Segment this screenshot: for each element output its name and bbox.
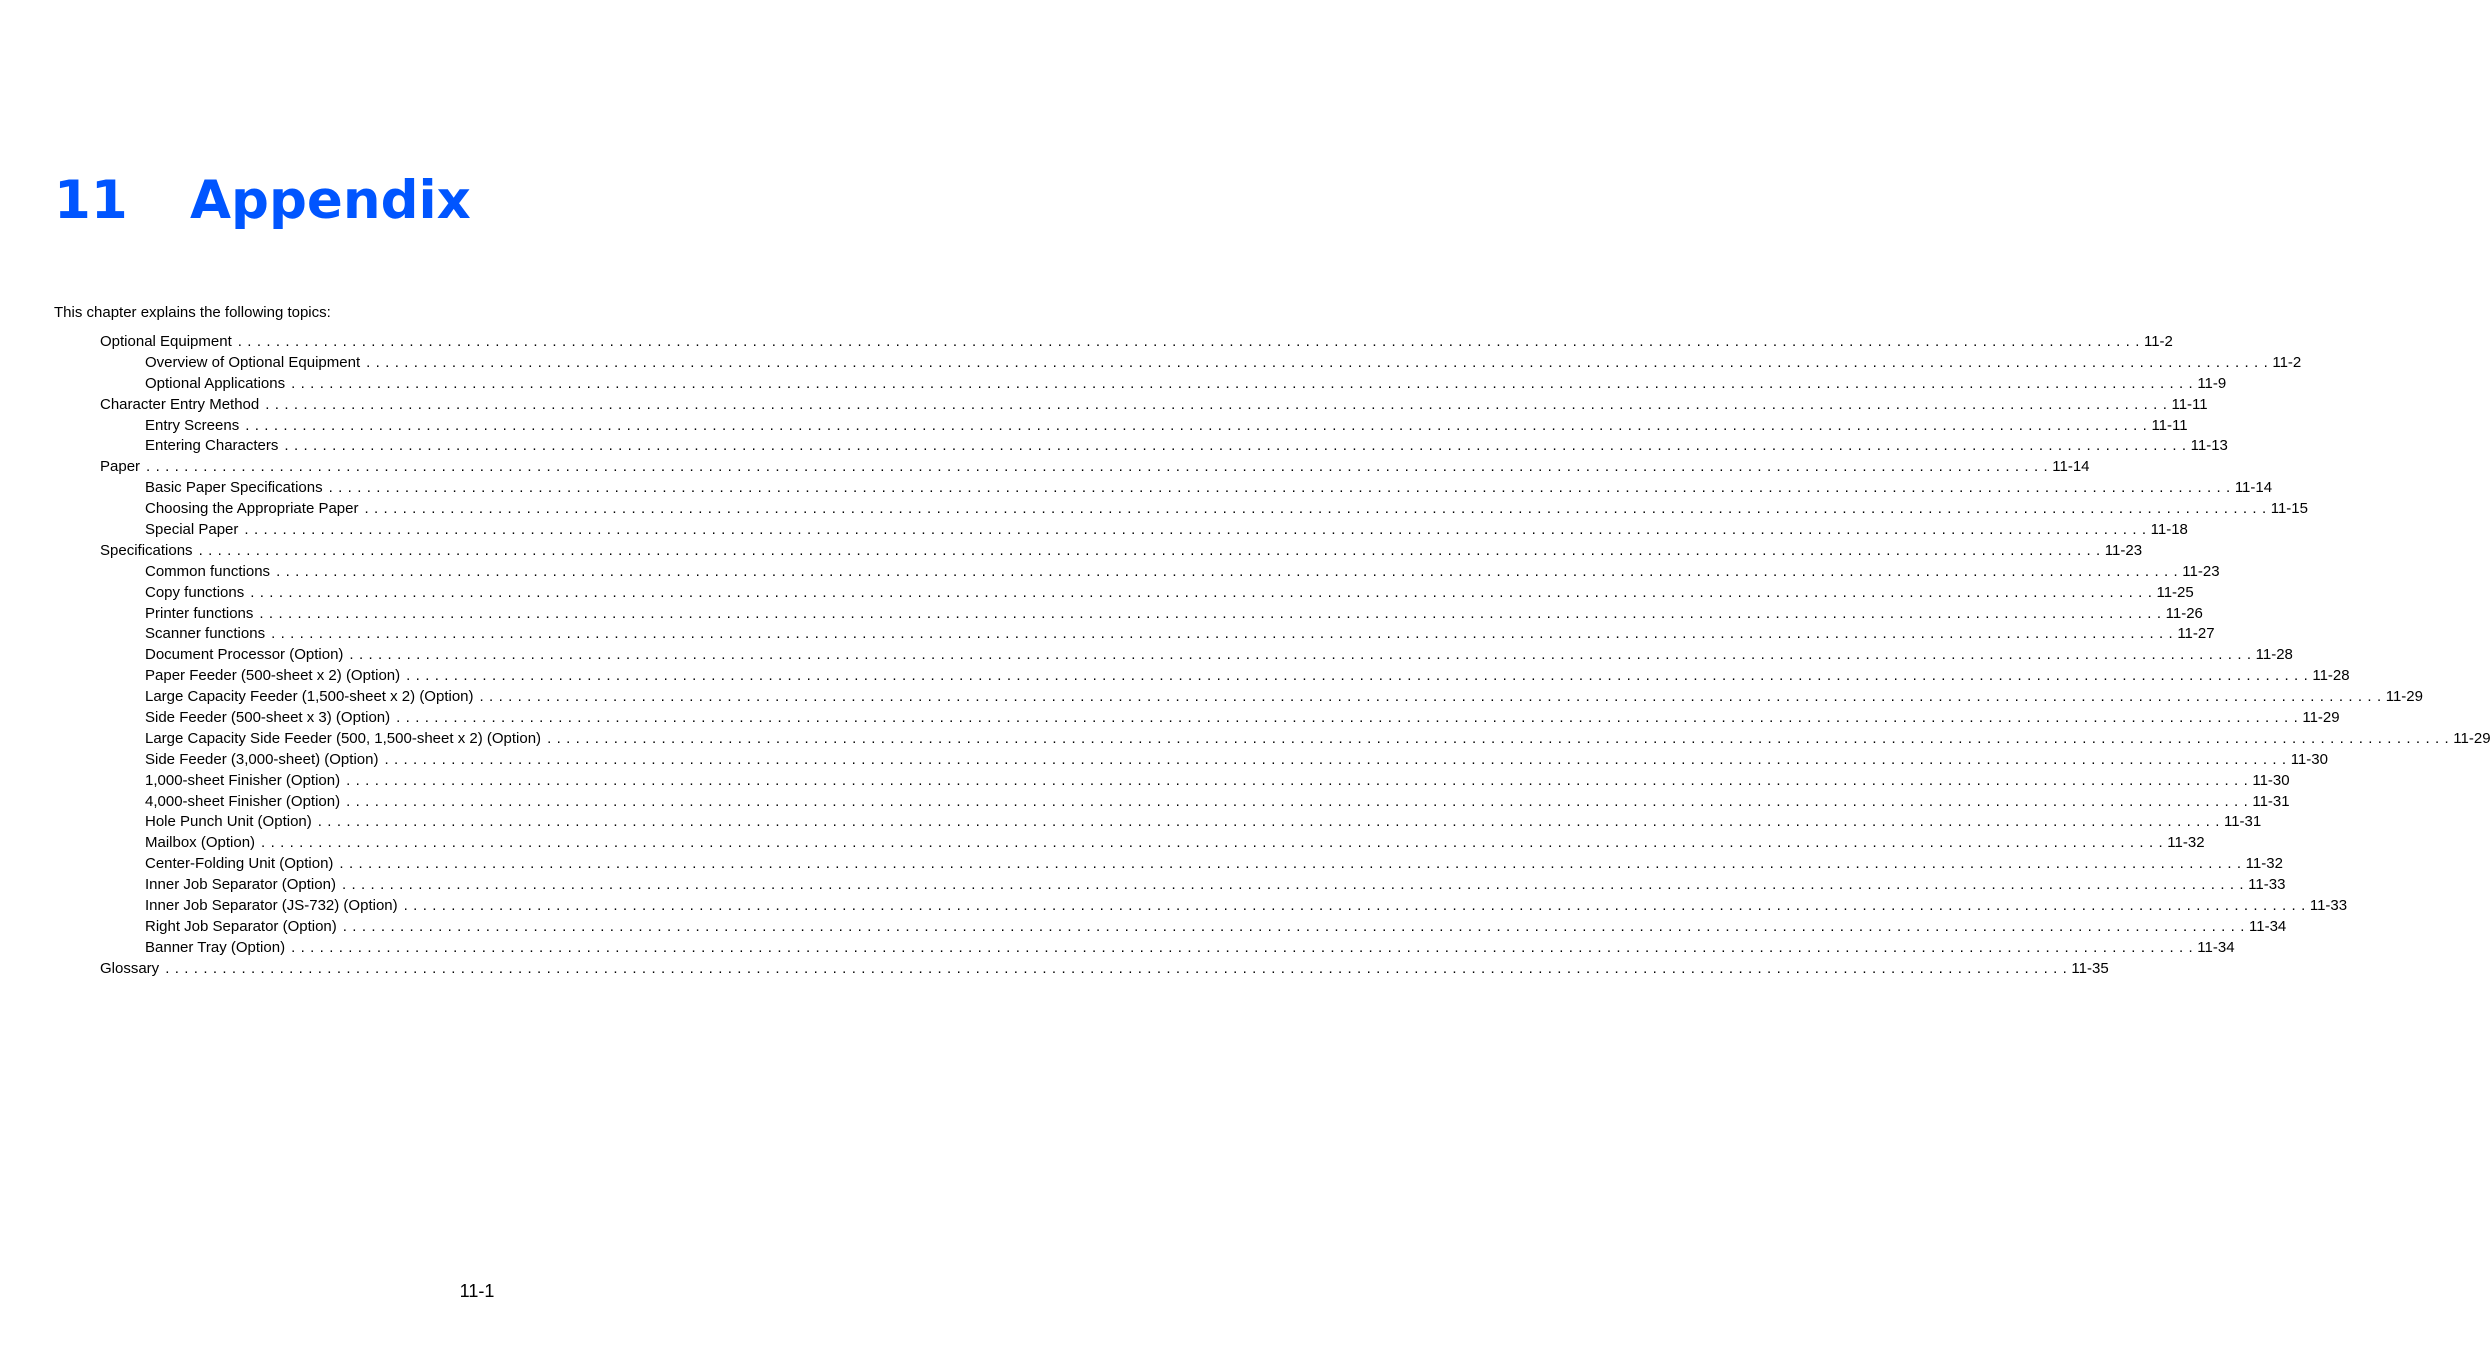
toc-entry[interactable] [0, 582, 2194, 603]
toc-entry[interactable] [0, 498, 2308, 519]
toc-entry-page: 11-11 [2171, 395, 2208, 413]
toc-leader-dots: . . . . . . . . . . . . . . . . . . . . . . . . . . . . . . . . . . . . . . . . . . . . . . . . . . . . . . . . . . . . . . . . . . . . . . . . . . . . . . . . . . . . . . . . . . . . . . . . . . . . . . . . . . . . . . . . . . . . . . . . . . . . . . . . . . . . . . . . . . . . . . . . . . . . . . . . . . . . . . . . . . . . . . . . . . . . . . . . . . . . . . . . . . . . . . . . . . . . . . . . [406, 667, 2309, 685]
toc-entry-page: 11-33 [2309, 897, 2348, 915]
toc-entry-title: Paper Feeder (500-sheet x 2) (Option) [145, 667, 401, 685]
toc-entry[interactable] [0, 707, 2340, 728]
toc-entry[interactable] [0, 686, 2423, 707]
toc-leader-dots: . . . . . . . . . . . . . . . . . . . . . . . . . . . . . . . . . . . . . . . . . . . . . . . . . . . . . . . . . . . . . . . . . . . . . . . . . . . . . . . . . . . . . . . . . . . . . . . . . . . . . . . . . . . . . . . . . . . . . . . . . . . . . . . . . . . . . . . . . . . . . . . . . . . . . . . . . . . . . . . . . . . . . . . . . . . . . . . . . . . . . . . . . . . . . . . . . . . . . . . . [165, 959, 2068, 977]
toc-leader-dots: . . . . . . . . . . . . . . . . . . . . . . . . . . . . . . . . . . . . . . . . . . . . . . . . . . . . . . . . . . . . . . . . . . . . . . . . . . . . . . . . . . . . . . . . . . . . . . . . . . . . . . . . . . . . . . . . . . . . . . . . . . . . . . . . . . . . . . . . . . . . . . . . . . . . . . . . . . . . . . . . . . . . . . . . . . . . . . . . . . . . . . . . . . . . . . . . . . . . . . . . [198, 541, 2101, 559]
toc-entry-page: 11-27 [2177, 625, 2215, 643]
toc-entry[interactable] [0, 561, 2220, 582]
toc-entry[interactable] [0, 435, 2228, 456]
toc-leader-dots: . . . . . . . . . . . . . . . . . . . . . . . . . . . . . . . . . . . . . . . . . . . . . . . . . . . . . . . . . . . . . . . . . . . . . . . . . . . . . . . . . . . . . . . . . . . . . . . . . . . . . . . . . . . . . . . . . . . . . . . . . . . . . . . . . . . . . . . . . . . . . . . . . . . . . . . . . . . . . . . . . . . . . . . . . . . . . . . . . . . . . . . . . . . . . . . . . . . . . . . . [245, 416, 2148, 434]
toc-entry-title: Entry Screens [145, 416, 240, 434]
toc-entry[interactable] [0, 373, 2227, 394]
toc-entry-title: Scanner functions [145, 625, 266, 643]
toc-leader-dots: . . . . . . . . . . . . . . . . . . . . . . . . . . . . . . . . . . . . . . . . . . . . . . . . . . . . . . . . . . . . . . . . . . . . . . . . . . . . . . . . . . . . . . . . . . . . . . . . . . . . . . . . . . . . . . . . . . . . . . . . . . . . . . . . . . . . . . . . . . . . . . . . . . . . . . . . . . . . . . . . . . . . . . . . . . . . . . . . . . . . . . . . . . . . . . . . . . . . . . . . [291, 374, 2194, 392]
toc-leader-dots: . . . . . . . . . . . . . . . . . . . . . . . . . . . . . . . . . . . . . . . . . . . . . . . . . . . . . . . . . . . . . . . . . . . . . . . . . . . . . . . . . . . . . . . . . . . . . . . . . . . . . . . . . . . . . . . . . . . . . . . . . . . . . . . . . . . . . . . . . . . . . . . . . . . . . . . . . . . . . . . . . . . . . . . . . . . . . . . . . . . . . . . . . . . . . . . . . . . . . . . . [384, 750, 2287, 768]
toc-entry-title: Paper [100, 458, 141, 476]
toc-entry-page: 11-31 [2252, 792, 2290, 810]
toc-entry-title: Optional Equipment [100, 333, 232, 350]
toc-entry[interactable] [0, 916, 2287, 937]
toc-entry-title: Overview of Optional Equipment [145, 353, 361, 371]
toc-entry-page: 11-13 [2190, 437, 2228, 455]
toc-entry-title: Mailbox (Option) [145, 834, 256, 852]
toc-entry-page: 11-30 [2290, 750, 2328, 768]
toc-entry[interactable] [0, 456, 2090, 477]
toc-entry-title: Side Feeder (500-sheet x 3) (Option) [145, 709, 391, 727]
toc-entry-page: 11-14 [2052, 458, 2090, 476]
toc-entry-page: 11-2 [2272, 353, 2302, 371]
toc-entry-title: Glossary [100, 959, 160, 977]
table-of-contents [0, 331, 2491, 979]
toc-leader-dots: . . . . . . . . . . . . . . . . . . . . . . . . . . . . . . . . . . . . . . . . . . . . . . . . . . . . . . . . . . . . . . . . . . . . . . . . . . . . . . . . . . . . . . . . . . . . . . . . . . . . . . . . . . . . . . . . . . . . . . . . . . . . . . . . . . . . . . . . . . . . . . . . . . . . . . . . . . . . . . . . . . . . . . . . . . . . . . . . . . . . . . . . . . . . . . . . . . . . . . . . [341, 876, 2245, 894]
toc-entry[interactable] [0, 874, 2286, 895]
toc-leader-dots: . . . . . . . . . . . . . . . . . . . . . . . . . . . . . . . . . . . . . . . . . . . . . . . . . . . . . . . . . . . . . . . . . . . . . . . . . . . . . . . . . . . . . . . . . . . . . . . . . . . . . . . . . . . . . . . . . . . . . . . . . . . . . . . . . . . . . . . . . . . . . . . . . . . . . . . . . . . . . . . . . . . . . . . . . . . . . . . . . . . . . . . . . . . . . . . . . . . . . . . . [349, 646, 2252, 664]
toc-leader-dots: . . . . . . . . . . . . . . . . . . . . . . . . . . . . . . . . . . . . . . . . . . . . . . . . . . . . . . . . . . . . . . . . . . . . . . . . . . . . . . . . . . . . . . . . . . . . . . . . . . . . . . . . . . . . . . . . . . . . . . . . . . . . . . . . . . . . . . . . . . . . . . . . . . . . . . . . . . . . . . . . . . . . . . . . . . . . . . . . . . . . . . . . . . . . . . . . . . . . . . . . [284, 437, 2187, 455]
toc-entry-page: 11-29 [2453, 729, 2491, 747]
chapter-heading [54, 166, 471, 236]
toc-entry[interactable] [0, 791, 2290, 812]
toc-entry[interactable] [0, 853, 2283, 874]
toc-entry[interactable] [0, 394, 2208, 415]
toc-entry[interactable] [0, 832, 2205, 853]
toc-entry-page: 11-2 [2143, 333, 2173, 350]
toc-leader-dots: . . . . . . . . . . . . . . . . . . . . . . . . . . . . . . . . . . . . . . . . . . . . . . . . . . . . . . . . . . . . . . . . . . . . . . . . . . . . . . . . . . . . . . . . . . . . . . . . . . . . . . . . . . . . . . . . . . . . . . . . . . . . . . . . . . . . . . . . . . . . . . . . . . . . . . . . . . . . . . . . . . . . . . . . . . . . . . . . . . . . . . . . . . . . . . . . . . . . . . . . [250, 583, 2153, 601]
toc-leader-dots: . . . . . . . . . . . . . . . . . . . . . . . . . . . . . . . . . . . . . . . . . . . . . . . . . . . . . . . . . . . . . . . . . . . . . . . . . . . . . . . . . . . . . . . . . . . . . . . . . . . . . . . . . . . . . . . . . . . . . . . . . . . . . . . . . . . . . . . . . . . . . . . . . . . . . . . . . . . . . . . . . . . . . . . . . . . . . . . . . . . . . . . . . . . . . . . . . . . . . . . . [146, 458, 2049, 476]
toc-entry[interactable] [0, 811, 2262, 832]
toc-entry-title: Choosing the Appropriate Paper [145, 500, 359, 518]
toc-entry[interactable] [0, 477, 2273, 498]
toc-entry-title: Right Job Separator (Option) [145, 917, 337, 935]
toc-leader-dots: . . . . . . . . . . . . . . . . . . . . . . . . . . . . . . . . . . . . . . . . . . . . . . . . . . . . . . . . . . . . . . . . . . . . . . . . . . . . . . . . . . . . . . . . . . . . . . . . . . . . . . . . . . . . . . . . . . . . . . . . . . . . . . . . . . . . . . . . . . . . . . . . . . . . . . . . . . . . . . . . . . . . . . . . . . . . . . . . . . . . . . . . . . . . . . . . . . . . . . . . [317, 813, 2220, 831]
toc-entry-page: 11-25 [2156, 583, 2194, 601]
toc-entry-title: Specifications [100, 541, 193, 559]
toc-entry-page: 11-34 [2249, 917, 2287, 935]
toc-entry-title: Inner Job Separator (Option) [145, 876, 336, 894]
chapter-title: Appendix [190, 170, 471, 231]
toc-leader-dots: . . . . . . . . . . . . . . . . . . . . . . . . . . . . . . . . . . . . . . . . . . . . . . . . . . . . . . . . . . . . . . . . . . . . . . . . . . . . . . . . . . . . . . . . . . . . . . . . . . . . . . . . . . . . . . . . . . . . . . . . . . . . . . . . . . . . . . . . . . . . . . . . . . . . . . . . . . . . . . . . . . . . . . . . . . . . . . . . . . . . . . . . . . . . . . . . . . . . . . . . [276, 562, 2179, 580]
toc-entry-title: Large Capacity Feeder (1,500-sheet x 2) (Option) [145, 688, 474, 706]
toc-leader-dots: . . . . . . . . . . . . . . . . . . . . . . . . . . . . . . . . . . . . . . . . . . . . . . . . . . . . . . . . . . . . . . . . . . . . . . . . . . . . . . . . . . . . . . . . . . . . . . . . . . . . . . . . . . . . . . . . . . . . . . . . . . . . . . . . . . . . . . . . . . . . . . . . . . . . . . . . . . . . . . . . . . . . . . . . . . . . . . . . . . . . . . . . . . . . . . . . . . . . . . . . [346, 771, 2249, 789]
toc-leader-dots: . . . . . . . . . . . . . . . . . . . . . . . . . . . . . . . . . . . . . . . . . . . . . . . . . . . . . . . . . . . . . . . . . . . . . . . . . . . . . . . . . . . . . . . . . . . . . . . . . . . . . . . . . . . . . . . . . . . . . . . . . . . . . . . . . . . . . . . . . . . . . . . . . . . . . . . . . . . . . . . . . . . . . . . . . . . . . . . . . . . . . . . . . . . . . . . . . . . . . . . . [261, 834, 2164, 852]
toc-leader-dots: . . . . . . . . . . . . . . . . . . . . . . . . . . . . . . . . . . . . . . . . . . . . . . . . . . . . . . . . . . . . . . . . . . . . . . . . . . . . . . . . . . . . . . . . . . . . . . . . . . . . . . . . . . . . . . . . . . . . . . . . . . . . . . . . . . . . . . . . . . . . . . . . . . . . . . . . . . . . . . . . . . . . . . . . . . . . . . . . . . . . . . . . . . . . . . . . . . . . . . . . [547, 729, 2450, 747]
toc-entry[interactable] [0, 415, 2188, 436]
chapter-number: 11 [54, 170, 128, 231]
toc-entry-page: 11-18 [2150, 521, 2188, 539]
toc-entry[interactable] [0, 728, 2491, 749]
toc-entry-page: 11-28 [2255, 646, 2293, 664]
toc-entry-title: Inner Job Separator (JS-732) (Option) [145, 897, 398, 915]
toc-leader-dots: . . . . . . . . . . . . . . . . . . . . . . . . . . . . . . . . . . . . . . . . . . . . . . . . . . . . . . . . . . . . . . . . . . . . . . . . . . . . . . . . . . . . . . . . . . . . . . . . . . . . . . . . . . . . . . . . . . . . . . . . . . . . . . . . . . . . . . . . . . . . . . . . . . . . . . . . . . . . . . . . . . . . . . . . . . . . . . . . . . . . . . . . . . . . . . . . . . . . . . . . [339, 855, 2242, 873]
toc-entry-page: 11-23 [2104, 541, 2143, 559]
toc-entry[interactable] [0, 352, 2302, 373]
toc-leader-dots: . . . . . . . . . . . . . . . . . . . . . . . . . . . . . . . . . . . . . . . . . . . . . . . . . . . . . . . . . . . . . . . . . . . . . . . . . . . . . . . . . . . . . . . . . . . . . . . . . . . . . . . . . . . . . . . . . . . . . . . . . . . . . . . . . . . . . . . . . . . . . . . . . . . . . . . . . . . . . . . . . . . . . . . . . . . . . . . . . . . . . . . . . . . . . . . . . . . . . . . . [479, 688, 2382, 706]
toc-entry-title: Copy functions [145, 583, 245, 601]
toc-entry-page: 11-14 [2234, 479, 2273, 497]
toc-entry[interactable] [0, 519, 2188, 540]
toc-entry-page: 11-28 [2312, 667, 2350, 685]
toc-entry[interactable] [0, 603, 2203, 624]
toc-leader-dots: . . . . . . . . . . . . . . . . . . . . . . . . . . . . . . . . . . . . . . . . . . . . . . . . . . . . . . . . . . . . . . . . . . . . . . . . . . . . . . . . . . . . . . . . . . . . . . . . . . . . . . . . . . . . . . . . . . . . . . . . . . . . . . . . . . . . . . . . . . . . . . . . . . . . . . . . . . . . . . . . . . . . . . . . . . . . . . . . . . . . . . . . . . . . . . . . . . . . . . . . [364, 500, 2267, 518]
toc-leader-dots: . . . . . . . . . . . . . . . . . . . . . . . . . . . . . . . . . . . . . . . . . . . . . . . . . . . . . . . . . . . . . . . . . . . . . . . . . . . . . . . . . . . . . . . . . . . . . . . . . . . . . . . . . . . . . . . . . . . . . . . . . . . . . . . . . . . . . . . . . . . . . . . . . . . . . . . . . . . . . . . . . . . . . . . . . . . . . . . . . . . . . . . . . . . . . . . . . . . . . . . . [244, 521, 2147, 539]
toc-leader-dots: . . . . . . . . . . . . . . . . . . . . . . . . . . . . . . . . . . . . . . . . . . . . . . . . . . . . . . . . . . . . . . . . . . . . . . . . . . . . . . . . . . . . . . . . . . . . . . . . . . . . . . . . . . . . . . . . . . . . . . . . . . . . . . . . . . . . . . . . . . . . . . . . . . . . . . . . . . . . . . . . . . . . . . . . . . . . . . . . . . . . . . . . . . . . . . . . . . . . . . . . [237, 333, 2140, 350]
toc-entry[interactable] [0, 958, 2109, 979]
toc-entry-title: Document Processor (Option) [145, 646, 344, 664]
toc-leader-dots: . . . . . . . . . . . . . . . . . . . . . . . . . . . . . . . . . . . . . . . . . . . . . . . . . . . . . . . . . . . . . . . . . . . . . . . . . . . . . . . . . . . . . . . . . . . . . . . . . . . . . . . . . . . . . . . . . . . . . . . . . . . . . . . . . . . . . . . . . . . . . . . . . . . . . . . . . . . . . . . . . . . . . . . . . . . . . . . . . . . . . . . . . . . . . . . . . . . . . . . . [366, 353, 2269, 371]
toc-entry[interactable] [0, 895, 2348, 916]
toc-entry-title: Large Capacity Side Feeder (500, 1,500-sheet x 2) (Option) [145, 729, 542, 747]
toc-entry-page: 11-23 [2182, 562, 2220, 580]
toc-entry-page: 11-34 [2197, 938, 2235, 956]
toc-entry-page: 11-9 [2197, 374, 2227, 392]
toc-entry[interactable] [0, 540, 2143, 561]
toc-entry-title: 1,000-sheet Finisher (Option) [145, 771, 341, 789]
toc-entry-page: 11-35 [2071, 959, 2109, 977]
toc-entry-page: 11-15 [2270, 500, 2308, 518]
toc-entry-page: 11-11 [2151, 416, 2188, 434]
toc-entry-title: Character Entry Method [100, 395, 260, 413]
toc-leader-dots: . . . . . . . . . . . . . . . . . . . . . . . . . . . . . . . . . . . . . . . . . . . . . . . . . . . . . . . . . . . . . . . . . . . . . . . . . . . . . . . . . . . . . . . . . . . . . . . . . . . . . . . . . . . . . . . . . . . . . . . . . . . . . . . . . . . . . . . . . . . . . . . . . . . . . . . . . . . . . . . . . . . . . . . . . . . . . . . . . . . . . . . . . . . . . . . . . . . . . . . . [259, 604, 2162, 622]
intro-text: This chapter explains the following topics: [54, 304, 331, 321]
toc-entry[interactable] [0, 623, 2215, 644]
toc-entry-page: 11-30 [2252, 771, 2290, 789]
toc-leader-dots: . . . . . . . . . . . . . . . . . . . . . . . . . . . . . . . . . . . . . . . . . . . . . . . . . . . . . . . . . . . . . . . . . . . . . . . . . . . . . . . . . . . . . . . . . . . . . . . . . . . . . . . . . . . . . . . . . . . . . . . . . . . . . . . . . . . . . . . . . . . . . . . . . . . . . . . . . . . . . . . . . . . . . . . . . . . . . . . . . . . . . . . . . . . . . . . . . . . . . . . . [396, 709, 2299, 727]
toc-leader-dots: . . . . . . . . . . . . . . . . . . . . . . . . . . . . . . . . . . . . . . . . . . . . . . . . . . . . . . . . . . . . . . . . . . . . . . . . . . . . . . . . . . . . . . . . . . . . . . . . . . . . . . . . . . . . . . . . . . . . . . . . . . . . . . . . . . . . . . . . . . . . . . . . . . . . . . . . . . . . . . . . . . . . . . . . . . . . . . . . . . . . . . . . . . . . . . . . . . . . . . . . [403, 897, 2306, 915]
toc-leader-dots: . . . . . . . . . . . . . . . . . . . . . . . . . . . . . . . . . . . . . . . . . . . . . . . . . . . . . . . . . . . . . . . . . . . . . . . . . . . . . . . . . . . . . . . . . . . . . . . . . . . . . . . . . . . . . . . . . . . . . . . . . . . . . . . . . . . . . . . . . . . . . . . . . . . . . . . . . . . . . . . . . . . . . . . . . . . . . . . . . . . . . . . . . . . . . . . . . . . . . . . . [346, 792, 2249, 810]
toc-entry-page: 11-32 [2167, 834, 2205, 852]
page-number: 11-1 [459, 1281, 495, 1301]
toc-leader-dots: . . . . . . . . . . . . . . . . . . . . . . . . . . . . . . . . . . . . . . . . . . . . . . . . . . . . . . . . . . . . . . . . . . . . . . . . . . . . . . . . . . . . . . . . . . . . . . . . . . . . . . . . . . . . . . . . . . . . . . . . . . . . . . . . . . . . . . . . . . . . . . . . . . . . . . . . . . . . . . . . . . . . . . . . . . . . . . . . . . . . . . . . . . . . . . . . . . . . . . . . [265, 395, 2168, 413]
toc-entry-title: Entering Characters [145, 437, 279, 455]
toc-entry[interactable] [0, 644, 2293, 665]
toc-entry[interactable] [0, 937, 2235, 958]
toc-entry[interactable] [0, 749, 2328, 770]
toc-entry-title: Optional Applications [145, 374, 286, 392]
toc-entry-title: Center-Folding Unit (Option) [145, 855, 334, 873]
toc-entry-title: 4,000-sheet Finisher (Option) [145, 792, 341, 810]
toc-entry-title: Banner Tray (Option) [145, 938, 286, 956]
toc-entry-page: 11-32 [2245, 855, 2283, 873]
toc-entry-page: 11-29 [2385, 688, 2423, 706]
toc-entry-page: 11-26 [2165, 604, 2203, 622]
toc-entry-title: Basic Paper Specifications [145, 479, 323, 497]
toc-entry-title: Common functions [145, 562, 271, 580]
toc-leader-dots: . . . . . . . . . . . . . . . . . . . . . . . . . . . . . . . . . . . . . . . . . . . . . . . . . . . . . . . . . . . . . . . . . . . . . . . . . . . . . . . . . . . . . . . . . . . . . . . . . . . . . . . . . . . . . . . . . . . . . . . . . . . . . . . . . . . . . . . . . . . . . . . . . . . . . . . . . . . . . . . . . . . . . . . . . . . . . . . . . . . . . . . . . . . . . . . . . . . . . . . . [342, 917, 2245, 935]
toc-leader-dots: . . . . . . . . . . . . . . . . . . . . . . . . . . . . . . . . . . . . . . . . . . . . . . . . . . . . . . . . . . . . . . . . . . . . . . . . . . . . . . . . . . . . . . . . . . . . . . . . . . . . . . . . . . . . . . . . . . . . . . . . . . . . . . . . . . . . . . . . . . . . . . . . . . . . . . . . . . . . . . . . . . . . . . . . . . . . . . . . . . . . . . . . . . . . . . . . . . . . . . . . [291, 938, 2194, 956]
toc-entry-title: Hole Punch Unit (Option) [145, 813, 312, 831]
toc-leader-dots: . . . . . . . . . . . . . . . . . . . . . . . . . . . . . . . . . . . . . . . . . . . . . . . . . . . . . . . . . . . . . . . . . . . . . . . . . . . . . . . . . . . . . . . . . . . . . . . . . . . . . . . . . . . . . . . . . . . . . . . . . . . . . . . . . . . . . . . . . . . . . . . . . . . . . . . . . . . . . . . . . . . . . . . . . . . . . . . . . . . . . . . . . . . . . . . . . . . . . . . . [328, 479, 2231, 497]
toc-entry-page: 11-33 [2248, 876, 2286, 894]
toc-entry[interactable] [0, 331, 2173, 352]
toc-entry[interactable] [0, 665, 2350, 686]
toc-entry-page: 11-31 [2223, 813, 2262, 831]
toc-entry-page: 11-29 [2302, 709, 2340, 727]
toc-leader-dots: . . . . . . . . . . . . . . . . . . . . . . . . . . . . . . . . . . . . . . . . . . . . . . . . . . . . . . . . . . . . . . . . . . . . . . . . . . . . . . . . . . . . . . . . . . . . . . . . . . . . . . . . . . . . . . . . . . . . . . . . . . . . . . . . . . . . . . . . . . . . . . . . . . . . . . . . . . . . . . . . . . . . . . . . . . . . . . . . . . . . . . . . . . . . . . . . . . . . . . . . [271, 625, 2174, 643]
toc-entry-title: Special Paper [145, 521, 239, 539]
toc-entry[interactable] [0, 770, 2290, 791]
toc-entry-title: Printer functions [145, 604, 254, 622]
toc-entry-title: Side Feeder (3,000-sheet) (Option) [145, 750, 379, 768]
